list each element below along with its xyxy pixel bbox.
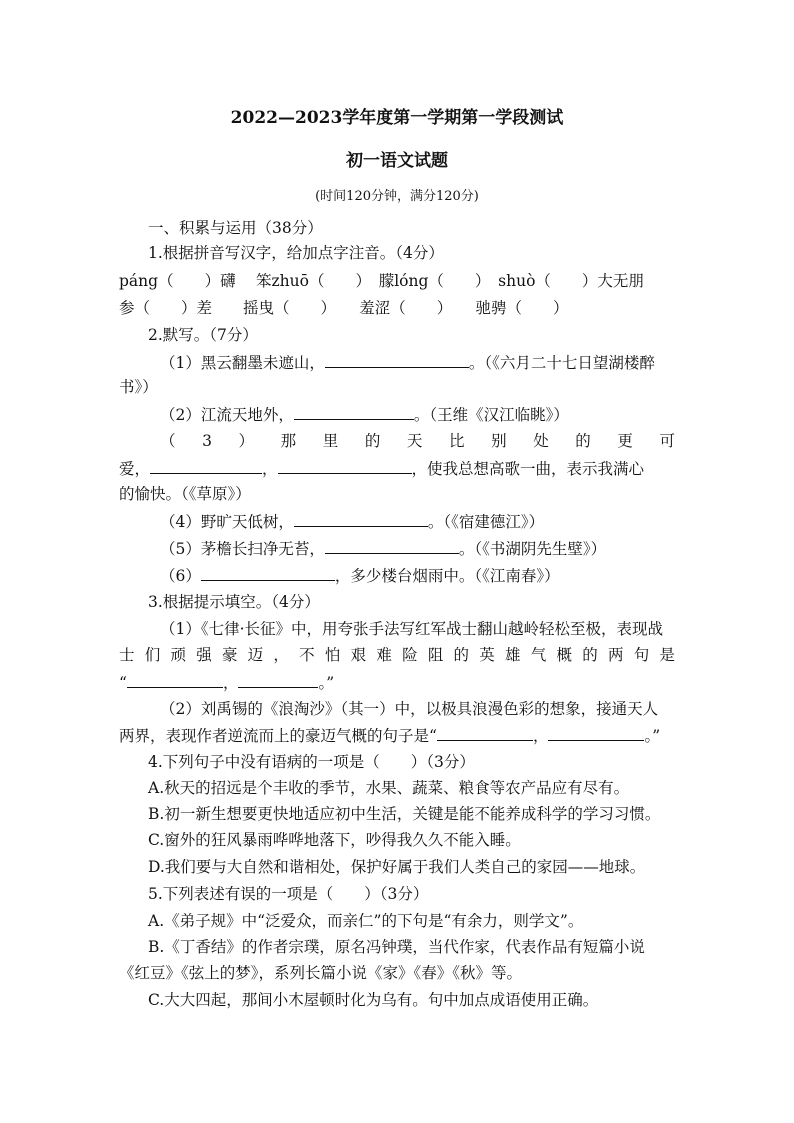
q4-option-a[interactable]: A.秋天的招远是个丰收的季节，水果、蔬菜、粮食等农产品应有尽有。 <box>148 779 630 797</box>
char: （ <box>160 432 176 450</box>
q5-option-b-line1[interactable]: B.《丁香结》的作者宗璞，原名冯钟璞，当代作家，代表作品有短篇小说 <box>148 938 645 956</box>
char: 强 <box>196 646 212 664</box>
char: 阻 <box>427 646 444 664</box>
open-quote: “ <box>119 674 127 692</box>
q4-option-b[interactable]: B.初一新生想要更快地适应初中生活，关键是能不能养成科学的学习习惯。 <box>148 805 661 823</box>
char: 那 <box>280 432 297 450</box>
q5-stem: 5.下列表述有误的一项是（ ）（3分） <box>148 885 429 903</box>
char: 不 <box>299 646 315 664</box>
char: 们 <box>144 646 161 664</box>
char: 雄 <box>505 646 521 664</box>
q2-item2 <box>160 403 569 426</box>
section-heading: 一、积累与运用（38分） <box>148 219 323 237</box>
char: 的 <box>453 646 470 664</box>
q1-line1: páng（ ）礴 笨zhuō（ ） 朦lóng（ ） shuò（ ）大无朋 <box>119 272 644 290</box>
char: 是 <box>659 646 675 664</box>
char: 难 <box>376 646 392 664</box>
q3-item1-line1: （1）《七律·长征》中，用夸张手法写红军战士翻山越岭轻松至极，表现战 <box>160 620 664 638</box>
q2-item3-text2: ，使我总想高歌一曲，表示我满心 <box>411 460 645 478</box>
q5-option-a[interactable]: A.《弟子规》中“泛爱众，而亲仁”的下句是“有余力，则学文”。 <box>148 912 584 930</box>
q2-item6-source: ，多少楼台烟雨中。（《江南春》） <box>334 567 560 585</box>
comma: ， <box>532 727 549 745</box>
close-quote: 。” <box>644 727 661 745</box>
q2-item1-cont: 书》） <box>119 378 158 396</box>
q2-item4-text: （4）野旷天低树， <box>160 513 294 531</box>
char: 气 <box>530 646 547 664</box>
q3-item2-line2 <box>119 724 660 747</box>
q2-item5-source: 。（《书湖阴先生壁》） <box>458 540 607 558</box>
q2-item6-text: （6） <box>160 567 201 585</box>
q3-item1-line3 <box>119 671 334 694</box>
q2-item3-text: 爱， <box>119 460 151 478</box>
q3-item2-blank-a[interactable] <box>437 724 533 741</box>
q4-option-d[interactable]: D.我们要与大自然和谐相处，保护好属于我们人类自己的家园——地球。 <box>148 858 646 876</box>
q2-item4 <box>160 510 544 533</box>
q3-item1-blank-a[interactable] <box>127 671 223 688</box>
char: 比 <box>449 432 465 450</box>
char: ， <box>273 646 289 664</box>
q3-item2-line1: （2）刘禹锡的《浪淘沙》（其一）中，以极具浪漫色彩的想象，接通天人 <box>160 700 659 718</box>
q2-item3-comma: ， <box>262 460 278 478</box>
char: ） <box>238 432 255 450</box>
exam-title: 2022—2023学年度第一学期第一学段测试 <box>230 108 564 128</box>
q2-item5 <box>160 537 606 560</box>
q2-item6-blank[interactable] <box>201 564 335 581</box>
q2-item1-source: 。（《六月二十七日望湖楼醉 <box>468 354 655 372</box>
char: 艰 <box>350 646 367 664</box>
char: 顽 <box>170 646 186 664</box>
char: 的 <box>364 432 381 450</box>
q2-item4-blank[interactable] <box>294 510 428 527</box>
q4-option-c[interactable]: C.窗外的狂风暴雨哗哗地落下，吵得我久久不能入睡。 <box>148 831 521 849</box>
q3-item1-line2 <box>119 644 675 666</box>
char: 句 <box>633 646 650 664</box>
q5-option-b-line2[interactable]: 《红豆》《弦上的梦》，系列长篇小说《家》《春》《秋》等。 <box>119 964 523 982</box>
char: 的 <box>575 432 591 450</box>
char: 可 <box>659 432 675 450</box>
q2-stem: 2.默写。（7分） <box>148 326 258 344</box>
q3-item2-text: 两界，表现作者逆流而上的豪迈气概的句子是“ <box>119 727 437 745</box>
char: 概 <box>556 646 572 664</box>
char: 士 <box>119 646 135 664</box>
char: 豪 <box>221 646 238 664</box>
char: 怕 <box>324 646 341 664</box>
q2-item2-text: （2）江流天地外， <box>160 406 294 424</box>
q2-item5-text: （5）茅檐长扫净无苔， <box>160 540 325 558</box>
q3-item2-blank-b[interactable] <box>548 724 644 741</box>
q5-option-c[interactable]: C.大大四起，那间小木屋顿时化为乌有。句中加点成语使用正确。 <box>148 991 599 1009</box>
q2-item2-source: 。（王维《汉江临眺》） <box>413 406 569 424</box>
q3-item1-blank-b[interactable] <box>238 671 318 688</box>
q2-item2-blank[interactable] <box>294 403 414 420</box>
q2-item1-blank[interactable] <box>325 351 469 368</box>
q2-item3-line3: 的愉快。（《草原》） <box>119 485 251 503</box>
close-quote: 。” <box>318 674 335 692</box>
q2-item5-blank[interactable] <box>325 537 459 554</box>
char: 别 <box>491 432 507 450</box>
char: 里 <box>322 432 339 450</box>
char: 更 <box>617 432 633 450</box>
q2-item3-blank-b[interactable] <box>278 457 412 474</box>
char: 迈 <box>247 646 264 664</box>
q2-item3-line2 <box>119 457 644 480</box>
exam-subject: 初一语文试题 <box>346 151 448 171</box>
char: 两 <box>607 646 624 664</box>
q2-item3-blank-a[interactable] <box>150 457 262 474</box>
q2-item6 <box>160 564 560 587</box>
comma: ， <box>222 674 239 692</box>
q1-stem: 1.根据拼音写汉字，给加点字注音。（4分） <box>148 244 444 262</box>
q4-stem: 4.下列句子中没有语病的一项是（ ）（3分） <box>148 753 475 771</box>
exam-time-note: (时间120分钟，满分120分) <box>315 189 479 204</box>
char: 的 <box>582 646 598 664</box>
char: 3 <box>202 432 212 450</box>
q2-item1 <box>160 351 655 374</box>
q1-line2: 参（ ）差 摇曳（ ） 羞涩（ ） 驰骋（ ） <box>119 299 569 317</box>
q2-item3-line1 <box>160 430 675 452</box>
q2-item1-text: （1）黑云翻墨未遮山， <box>160 354 325 372</box>
char: 险 <box>402 646 418 664</box>
q2-item4-source: 。（《宿建德江》） <box>427 513 545 531</box>
char: 英 <box>479 646 495 664</box>
char: 天 <box>406 432 423 450</box>
char: 处 <box>533 432 549 450</box>
q3-stem: 3.根据提示填空。（4分） <box>148 593 320 611</box>
